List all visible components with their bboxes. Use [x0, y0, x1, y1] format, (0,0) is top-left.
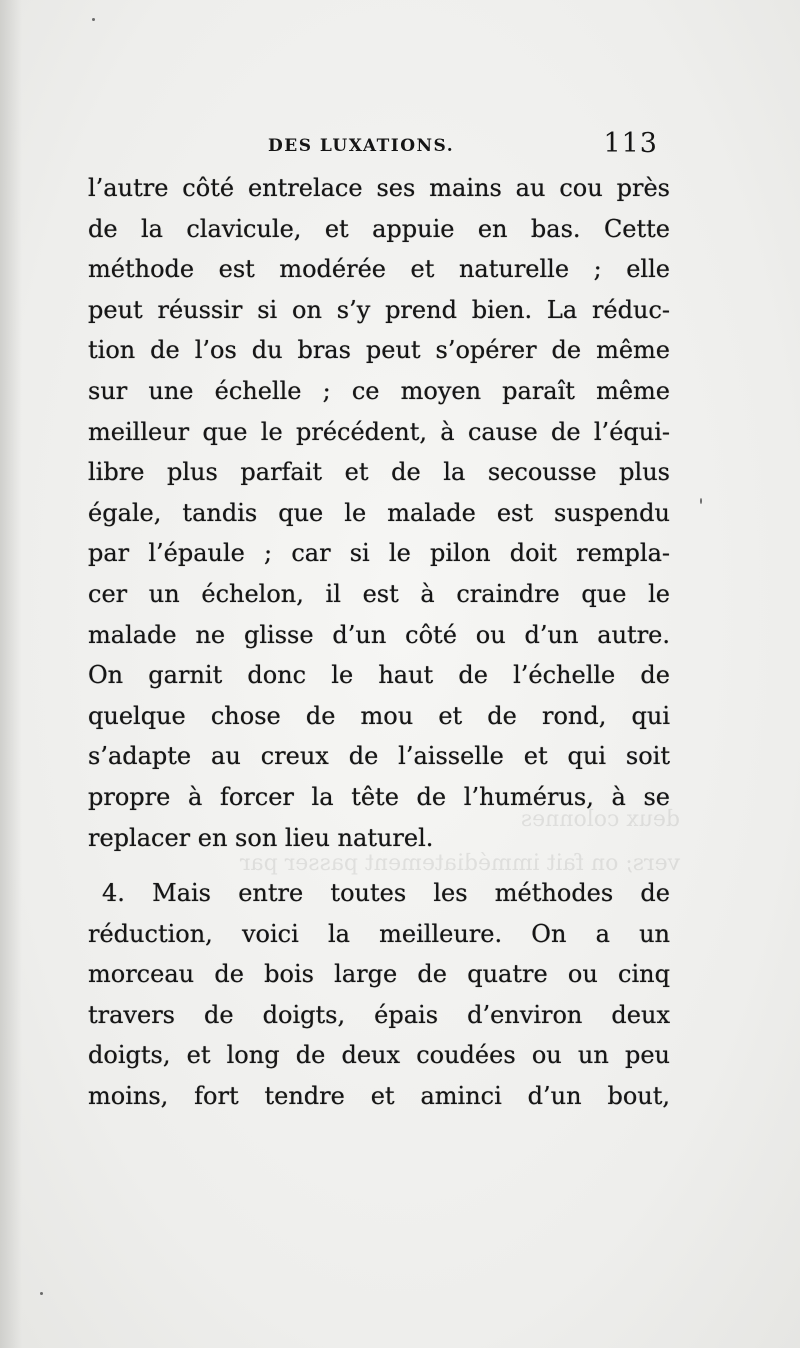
text-line: moins, fort tendre et aminci d’un bout,	[88, 1081, 670, 1110]
text-line: égale, tandis que le malade est suspendu	[88, 498, 670, 527]
text-line: de la clavicule, et appuie en bas. Cette	[88, 214, 670, 243]
bleed-through-line: deux colonnes	[520, 807, 680, 832]
bleed-through-line: vers; on fait immédiatement passer par	[240, 851, 680, 876]
text-line: peut réussir si on s’y prend bien. La réduc-	[88, 295, 670, 324]
text-line: l’autre côté entrelace ses mains au cou près	[88, 174, 670, 202]
text-line: morceau de bois large de quatre ou cinq	[88, 960, 670, 989]
text-line: libre plus parfait et de la secousse plus	[88, 458, 670, 487]
text-line: cer un échelon, il est à craindre que le	[88, 579, 670, 608]
text-line: sur une échelle ; ce moyen paraît même	[88, 376, 670, 405]
text-line: méthode est modérée et naturelle ; elle	[88, 255, 670, 284]
text-line: replacer en son lieu naturel.	[88, 823, 434, 852]
page-number: 113	[603, 128, 658, 159]
text-line: doigts, et long de deux coudées ou un peu	[88, 1041, 670, 1070]
paragraph	[88, 873, 670, 1117]
page-header	[88, 128, 658, 162]
paragraph	[88, 168, 670, 858]
running-head: DES LUXATIONS.	[268, 136, 455, 156]
page-gutter-shadow	[0, 0, 22, 1348]
text-line: malade ne glisse d’un côté ou d’un autre.	[88, 620, 670, 649]
text-line: propre à forcer la tête de l’humérus, à se	[88, 782, 670, 811]
text-line: tion de l’os du bras peut s’opérer de même	[88, 336, 670, 365]
text-line: 4. Mais entre toutes les méthodes de	[102, 879, 670, 907]
text-line: meilleur que le précédent, à cause de l’équi-	[88, 417, 670, 446]
paper-speck	[40, 1292, 43, 1295]
text-line: On garnit donc le haut de l’échelle de	[88, 661, 670, 690]
text-line: par l’épaule ; car si le pilon doit rempla-	[88, 539, 670, 568]
text-line: travers de doigts, épais d’environ deux	[88, 1000, 670, 1029]
text-line: quelque chose de mou et de rond, qui	[88, 701, 670, 730]
paper-speck	[92, 18, 95, 21]
text-line: réduction, voici la meilleure. On a un	[88, 919, 670, 948]
text-line: s’adapte au creux de l’aisselle et qui soit	[88, 742, 670, 771]
paper-speck	[700, 498, 702, 504]
